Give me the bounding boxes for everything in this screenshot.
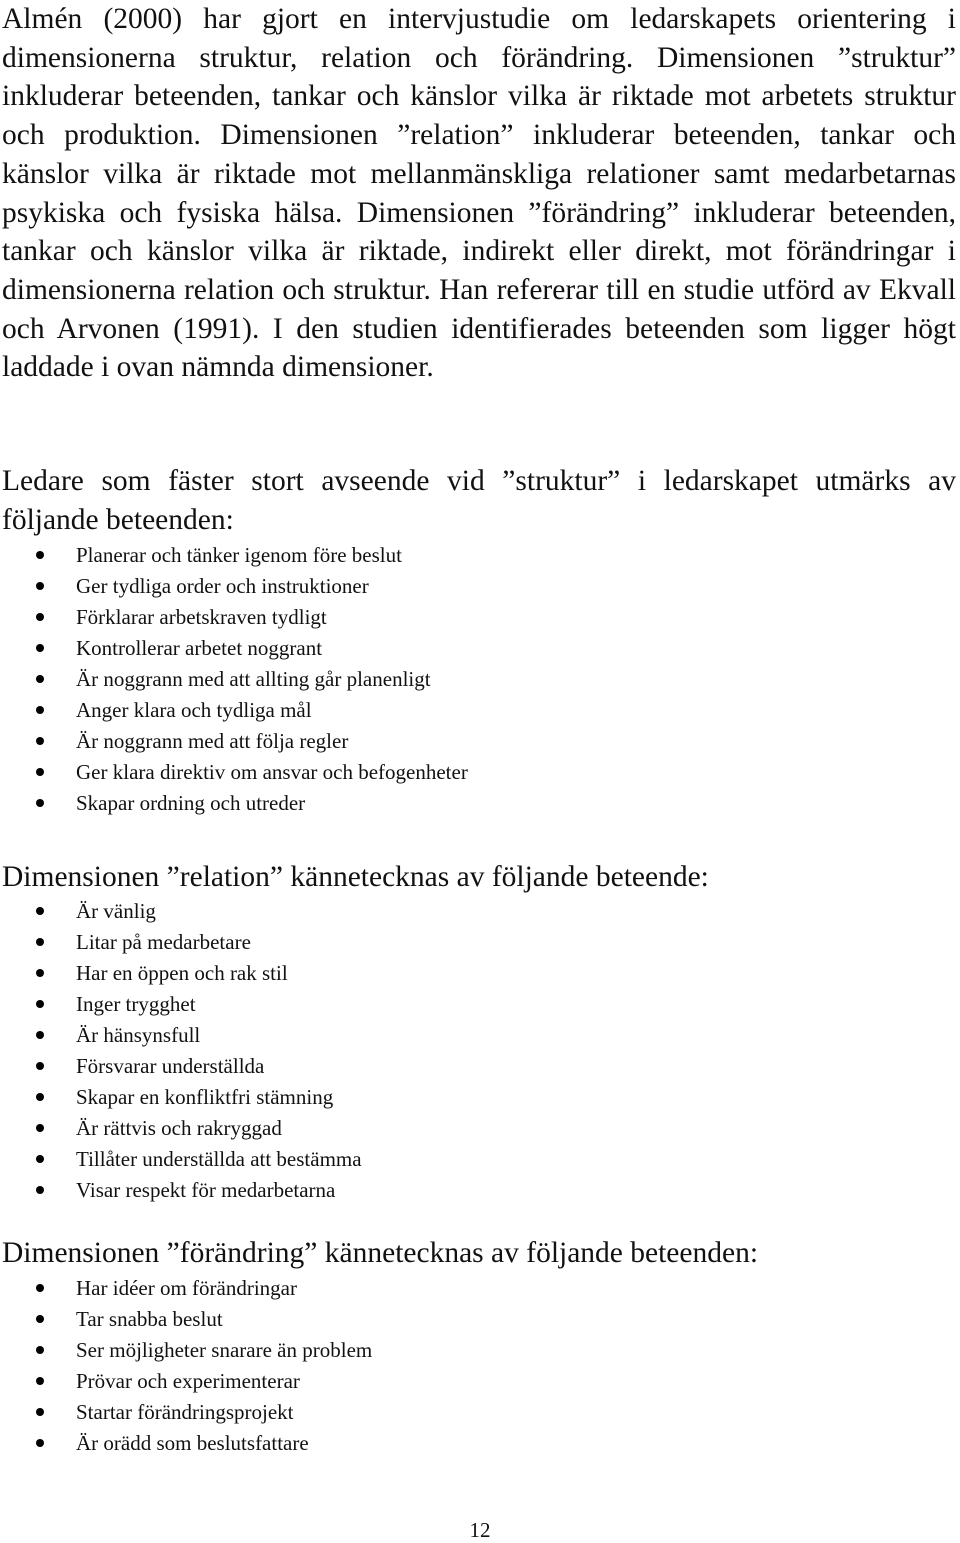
list-item: Inger trygghet — [0, 989, 900, 1020]
list-item: Är hänsynsfull — [0, 1020, 900, 1051]
list-item: Prövar och experimenterar — [0, 1366, 900, 1397]
bullet-icon — [36, 644, 44, 652]
list-item: Tillåter underställda att bestämma — [0, 1144, 900, 1175]
bullet-icon — [36, 737, 44, 745]
list-item: Tar snabba beslut — [0, 1304, 900, 1335]
list-item: Skapar en konfliktfri stämning — [0, 1082, 900, 1113]
bullet-icon — [36, 907, 44, 915]
bullet-icon — [36, 1439, 44, 1447]
page-number: 12 — [469, 1518, 491, 1542]
forandring-list — [0, 1273, 900, 1459]
list-item: Ger klara direktiv om ansvar och befogenheter — [0, 757, 900, 788]
forandring-heading: Dimensionen ”förändring” kännetecknas av följande beteenden: — [2, 1237, 759, 1269]
bullet-icon — [36, 1062, 44, 1070]
list-item: Ger tydliga order och instruktioner — [0, 571, 900, 602]
bullet-icon — [36, 1000, 44, 1008]
list-item: Skapar ordning och utreder — [0, 788, 900, 819]
relation-heading: Dimensionen ”relation” kännetecknas av följande beteende: — [2, 861, 709, 893]
bullet-icon — [36, 1186, 44, 1194]
bullet-icon — [36, 551, 44, 559]
list-item: Har en öppen och rak stil — [0, 958, 900, 989]
list-item: Är noggrann med att följa regler — [0, 726, 900, 757]
bullet-icon — [36, 1031, 44, 1039]
intro-paragraph: Almén (2000) har gjort en intervjustudie om ledarskapets orientering i dimensionerna struktur, relation och förändring. Dimensionen ”struktur” inkluderar beteenden, tankar och känslor vilka är riktade mot arbetets struktur och produktion. Dimensionen ”relation” inkluderar beteenden, tankar och känslor vilka är riktade mot mellanmänskliga relationer samt medarbetarnas psykiska och fysiska hälsa. Dimensionen ”förändring” inkluderar beteenden, tankar och känslor vilka är riktade, indirekt eller direkt, mot förändringar i dimensionerna relation och struktur. Han refererar till en studie utförd av Ekvall och Arvonen (1991). I den studien identifierades beteenden som ligger högt laddade i ovan nämnda dimensioner. — [2, 3, 956, 384]
relation-list — [0, 896, 900, 1206]
bullet-icon — [36, 1346, 44, 1354]
bullet-icon — [36, 1377, 44, 1385]
bullet-icon — [36, 1093, 44, 1101]
list-item: Anger klara och tydliga mål — [0, 695, 900, 726]
list-item: Planerar och tänker igenom före beslut — [0, 540, 900, 571]
list-item: Är vänlig — [0, 896, 900, 927]
bullet-icon — [36, 1408, 44, 1416]
list-item: Är rättvis och rakryggad — [0, 1113, 900, 1144]
list-item: Förklarar arbetskraven tydligt — [0, 602, 900, 633]
list-item: Kontrollerar arbetet noggrant — [0, 633, 900, 664]
list-item: Är noggrann med att allting går planenligt — [0, 664, 900, 695]
list-item: Startar förändringsprojekt — [0, 1397, 900, 1428]
bullet-icon — [36, 706, 44, 714]
list-item: Försvarar underställda — [0, 1051, 900, 1082]
list-item: Har idéer om förändringar — [0, 1273, 900, 1304]
list-item: Ser möjligheter snarare än problem — [0, 1335, 900, 1366]
bullet-icon — [36, 969, 44, 977]
struktur-list — [0, 540, 900, 819]
list-item: Litar på medarbetare — [0, 927, 900, 958]
list-item: Visar respekt för medarbetarna — [0, 1175, 900, 1206]
bullet-icon — [36, 675, 44, 683]
bullet-icon — [36, 799, 44, 807]
bullet-icon — [36, 613, 44, 621]
bullet-icon — [36, 1284, 44, 1292]
bullet-icon — [36, 938, 44, 946]
bullet-icon — [36, 1155, 44, 1163]
bullet-icon — [36, 1315, 44, 1323]
struktur-heading: Ledare som fäster stort avseende vid ”struktur” i ledarskapet utmärks av följande beteenden: — [2, 465, 956, 536]
bullet-icon — [36, 768, 44, 776]
bullet-icon — [36, 1124, 44, 1132]
bullet-icon — [36, 582, 44, 590]
list-item: Är orädd som beslutsfattare — [0, 1428, 900, 1459]
